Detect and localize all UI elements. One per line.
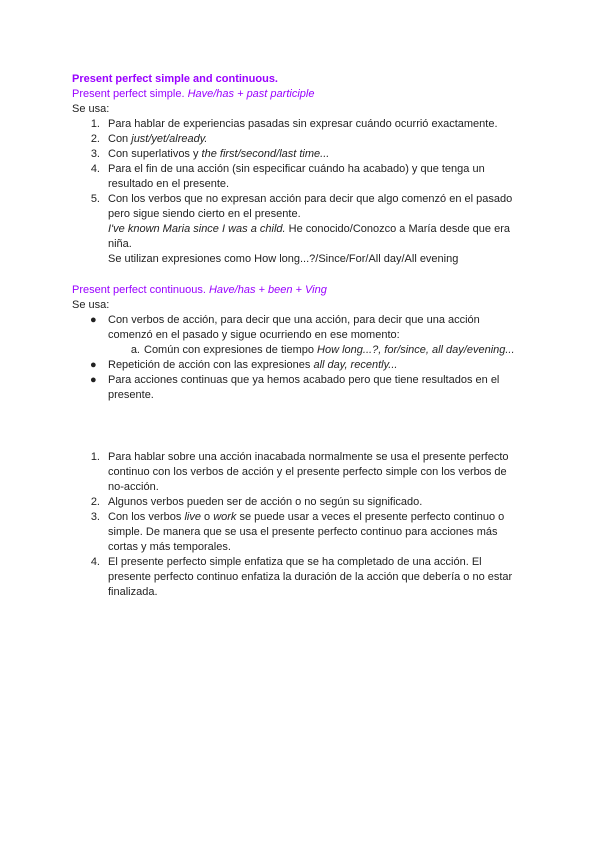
text-run: comenzó en el pasado y sigue ocurriendo en ese momento: <box>108 329 400 341</box>
notes-item-1-line <box>108 450 509 465</box>
simple-heading-separator: . <box>181 88 188 100</box>
text-run: He conocido/Conozco a María desde que era <box>285 223 510 235</box>
text-run: o <box>200 511 214 523</box>
notes-item-4-line <box>108 570 512 585</box>
notes-item-1-line <box>108 480 159 495</box>
text-run: Con verbos de acción, para decir que una acción, para decir que una acción <box>108 314 480 326</box>
text-run: cortas y más temporales. <box>108 541 231 553</box>
notes-item-1-line <box>108 465 507 480</box>
simple-number-2: 2. <box>90 133 100 145</box>
notes-item-4-line <box>108 555 482 570</box>
text-run: resultado en el presente. <box>108 178 230 190</box>
simple-number-5: 5. <box>90 193 100 205</box>
continuous-sub-item-line <box>144 343 515 358</box>
notes-number-4: 4. <box>90 556 100 568</box>
text-run: se puede usar a veces el presente perfecto continuo o <box>236 511 505 523</box>
simple-item-3-line <box>108 147 329 162</box>
text-run: the first/second/last time... <box>201 148 330 160</box>
simple-heading-text: Present perfect simple <box>72 88 182 100</box>
simple-item-5-line <box>108 237 132 252</box>
text-run: El presente perfecto simple enfatiza que se ha completado de una acción. El <box>108 556 482 568</box>
simple-item-5-line <box>108 207 301 222</box>
text-run: Con los verbos que no expresan acción para decir que algo comenzó en el pasado <box>108 193 513 205</box>
text-run: simple. De manera que se usa el presente perfecto continuo para acciones más <box>108 526 498 538</box>
simple-item-1-line <box>108 117 498 132</box>
continuous-se-usa: Se usa: <box>72 299 110 311</box>
simple-heading <box>72 87 314 102</box>
bullet-icon: ● <box>90 359 97 371</box>
document-title: Present perfect simple and continuous. <box>72 73 278 85</box>
simple-number-1: 1. <box>90 118 100 130</box>
notes-number-3: 3. <box>90 511 100 523</box>
text-run: Para el fin de una acción (sin especificar cuándo ha acabado) y que tenga un <box>108 163 485 175</box>
simple-se-usa: Se usa: <box>72 103 110 115</box>
notes-item-4-line <box>108 585 158 600</box>
notes-number-1: 1. <box>90 451 100 463</box>
continuous-bullet-3-line <box>108 373 499 388</box>
simple-item-5-line <box>108 252 458 267</box>
bullet-icon: ● <box>90 374 97 386</box>
text-run: Algunos verbos pueden ser de acción o no según su significado. <box>108 496 423 508</box>
text-run: presente. <box>108 389 154 401</box>
simple-item-4-line <box>108 177 229 192</box>
continuous-heading <box>72 283 327 298</box>
text-run: Con <box>108 133 132 145</box>
text-run: work <box>213 511 237 523</box>
notes-number-2: 2. <box>90 496 100 508</box>
text-run: all day, recently... <box>313 359 398 371</box>
simple-item-2-line <box>108 132 207 147</box>
text-run: I've known Maria since I was a child. <box>108 223 286 235</box>
simple-item-5-line <box>108 222 510 237</box>
text-run: no-acción. <box>108 481 159 493</box>
text-run: Para hablar sobre una acción inacabada normalmente se usa el presente perfecto <box>108 451 509 463</box>
text-run: pero sigue siendo cierto en el presente. <box>108 208 301 220</box>
text-run: finalizada. <box>108 586 158 598</box>
text-run: Común con expresiones de tiempo <box>144 344 318 356</box>
continuous-heading-text: Present perfect continuous. <box>72 284 206 296</box>
text-run: How long...?, for/since, all day/evening... <box>317 344 515 356</box>
simple-item-5-line <box>108 192 512 207</box>
text-run: Se utilizan expresiones como How long...?/Since/For/All day/All evening <box>108 253 459 265</box>
sub-item-letter: a. <box>130 344 140 356</box>
simple-item-4-line <box>108 162 485 177</box>
continuous-bullet-1-line <box>108 328 400 343</box>
simple-formula: Have/has + past participle <box>187 88 315 100</box>
continuous-bullet-2-line <box>108 358 397 373</box>
text-run: Con superlativos y <box>108 148 202 160</box>
text-run: Para acciones continuas que ya hemos acabado pero que tiene resultados en el <box>108 374 500 386</box>
text-run: live <box>184 511 201 523</box>
text-run: Para hablar de experiencias pasadas sin expresar cuándo ocurrió exactamente. <box>108 118 498 130</box>
text-run: continuo con los verbos de acción y el presente perfecto simple con los verbos de <box>108 466 507 478</box>
text-run: just/yet/already. <box>131 133 208 145</box>
notes-item-3-line <box>108 510 504 525</box>
continuous-bullet-1-line <box>108 313 480 328</box>
bullet-icon: ● <box>90 314 97 326</box>
notes-item-3-line <box>108 540 231 555</box>
notes-item-2-line <box>108 495 422 510</box>
continuous-bullet-3-line <box>108 388 154 403</box>
text-run: presente perfecto continuo enfatiza la duración de la acción que debería o no estar <box>108 571 513 583</box>
text-run: Con los verbos <box>108 511 185 523</box>
simple-number-3: 3. <box>90 148 100 160</box>
notes-item-3-line <box>108 525 498 540</box>
simple-number-4: 4. <box>90 163 100 175</box>
continuous-formula: Have/has + been + Ving <box>208 284 327 296</box>
text-run: Repetición de acción con las expresiones <box>108 359 314 371</box>
text-run: niña. <box>108 238 132 250</box>
